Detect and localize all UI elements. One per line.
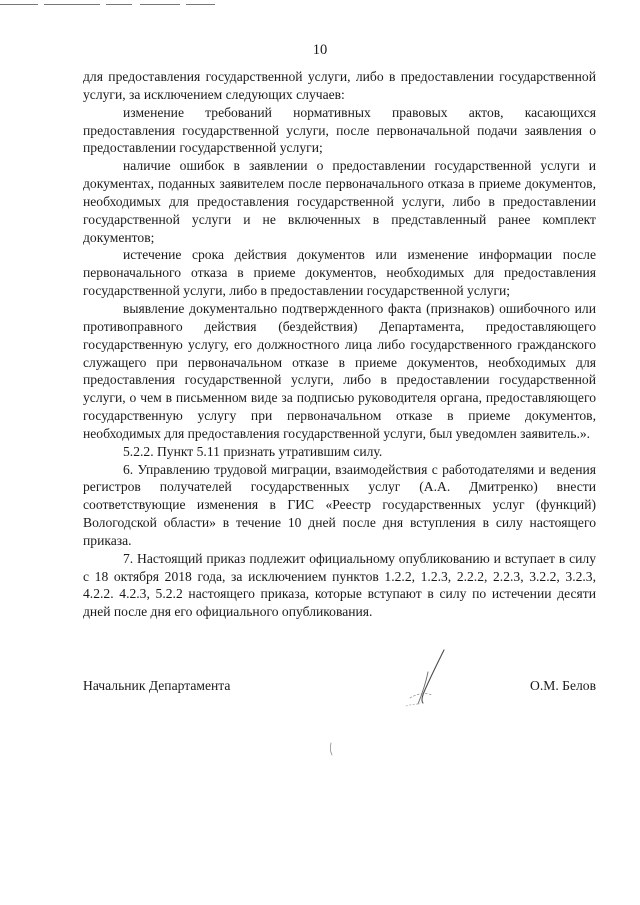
signatory-name: О.М. Белов — [530, 678, 596, 693]
body-paragraph: наличие ошибок в заявлении о предоставлении государственной услуги и документах, поданных заявителем после первоначального отказа в приеме документов, необходимых для предоставления государственной услуги, либо в предоставлении государственной услуги и не включенных в представленный ранее комплект документов; — [83, 158, 596, 245]
signatory-title: Начальник Департамента — [83, 678, 231, 693]
document-body — [83, 68, 596, 621]
body-paragraph: 5.2.2. Пункт 5.11 признать утратившим силу. — [123, 443, 383, 459]
handwritten-signature — [398, 648, 468, 710]
body-paragraph: выявление документально подтвержденного факта (признаков) ошибочного или противоправного действия (бездействия) Департамента, предоставляющего государственную услугу, его должностного лица либо государственного гражданского служащего при первоначальном отказе в приеме документов, необходимых для предоставления государственной услуги, либо в предоставлении государственной услуги, о чем в письменном виде за подписью руководителя органа, предоставляющего государственную услугу при первоначальном отказе в приеме документов, необходимых для предоставления государственной услуги, был уведомлен заявитель.». — [83, 300, 596, 441]
signature-block — [83, 670, 596, 730]
body-paragraph: изменение требований нормативных правовых актов, касающихся предоставления государственной услуги, после первоначальной подачи заявления о предоставлении государственной услуги; — [83, 104, 596, 156]
body-paragraph: истечение срока действия документов или изменение информации после первоначального отказа в приеме документов, необходимых для предоставления государственной услуги, либо в предоставлении государственной услуги; — [83, 247, 596, 299]
body-paragraph: 7. Настоящий приказ подлежит официальному опубликованию и вступает в силу с 18 октября 2018 года, за исключением пунктов 1.2.2, 1.2.3, 2.2.2, 2.2.3, 3.2.2, 3.2.3, 4.2.2. 4.2.3, 5.2.2 настоящего приказа, которые вступают в силу по истечении десяти дней после дня его официального опубликования. — [83, 550, 596, 620]
scan-edge-artifact — [0, 3, 215, 6]
body-paragraph: для предоставления государственной услуги, либо в предоставлении государственной услуги, за исключением следующих случаев: — [83, 69, 596, 102]
body-paragraph: 6. Управлению трудовой миграции, взаимодействия с работодателями и ведения регистров получателей государственных услуг (А.А. Дмитренко) внести соответствующие изменения в ГИС «Реестр государственных услуг (функций) Вологодской области» в течение 10 дней после дня вступления в силу настоящего приказа. — [83, 461, 596, 548]
stray-pen-mark — [326, 742, 340, 756]
page-number: 10 — [312, 42, 328, 58]
